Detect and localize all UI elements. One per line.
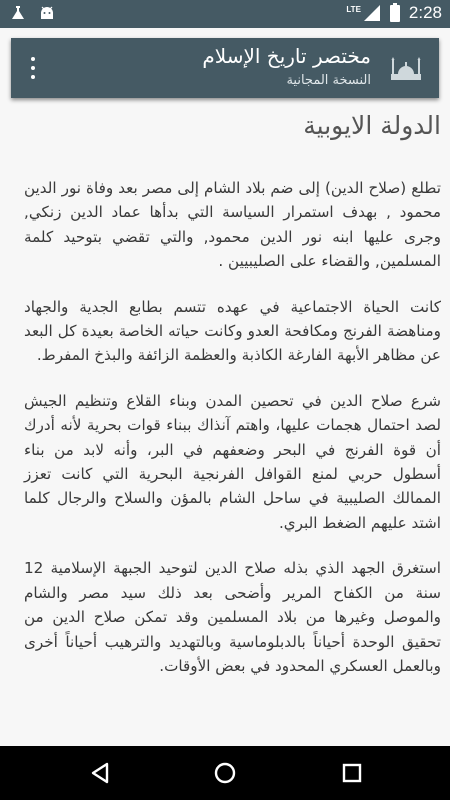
app-bar <box>11 38 439 98</box>
navigation-bar <box>0 746 450 800</box>
android-icon <box>38 5 56 23</box>
network-type: LTE <box>346 4 361 14</box>
mosque-icon <box>389 54 423 82</box>
notification-icon <box>10 5 26 23</box>
app-title: مختصر تاريخ الإسلام <box>202 44 371 68</box>
home-icon[interactable] <box>212 760 238 786</box>
article-paragraph: كانت الحياة الاجتماعية في عهده تتسم بطابع الجدية والجهاد ومناهضة الفرنج ومكافحة العدو وكانت حياته الخاصة بعيدة كل البعد عن مظاهر الأبهة الفارغة الكاذبة والعظمة الزائفة والبذخ المفرط. <box>24 297 441 365</box>
battery-icon <box>389 3 401 23</box>
article-paragraph: تطلع (صلاح الدين) إلى ضم بلاد الشام إلى مصر بعد وفاة نور الدين محمود , بهدف استمرار السياسة التي بدأها عماد الدين زنكي, وجرى عليها ابنه نور الدين محمود, والتي تقضي بتوحيد كلمة المسلمين, والقضاء على الصليبيين . <box>24 179 441 271</box>
article-paragraph: استغرق الجهد الذي بذله صلاح الدين لتوحيد الجبهة الإسلامية 12 سنة من الكفاح المرير وأضحى بعد ذلك سيد مصر والشام والموصل وغيرها من بلاد المسلمين وقد تمكن صلاح الدين من تحقيق الوحدة أحياناً بالدبلوماسية وبالتهديد والترهيب أحياناً أخرى وبالعمل العسكري المحدود في بعض الأوقات. <box>24 559 441 675</box>
article-content <box>24 106 441 678</box>
article-paragraph: شرع صلاح الدين في تحصين المدن وبناء القلاع وتنظيم الجيش لصد احتمال هجمات عليها، واهتم آنذاك ببناء قوات بحرية لأنه أدرك أن قوة الفرنج في البحر وضعفهم في البر، وأنه لابد من بناء أسطول حربي لمنع القوافل الفرنجية البحرية التي كانت تعزز الممالك الصليبية في ساحل الشام بالمؤن والسلاح والرجال كلما اشتد عليهم الضغط البري. <box>24 391 441 532</box>
overflow-menu-icon[interactable] <box>25 54 41 82</box>
status-time: 2:28 <box>408 3 442 22</box>
article-heading: الدولة الايوبية <box>303 111 441 140</box>
status-bar <box>0 0 450 28</box>
app-subtitle: النسخة المجانية <box>286 73 371 88</box>
back-icon[interactable] <box>87 760 113 786</box>
recents-icon[interactable] <box>339 760 365 786</box>
signal-icon <box>363 4 381 22</box>
